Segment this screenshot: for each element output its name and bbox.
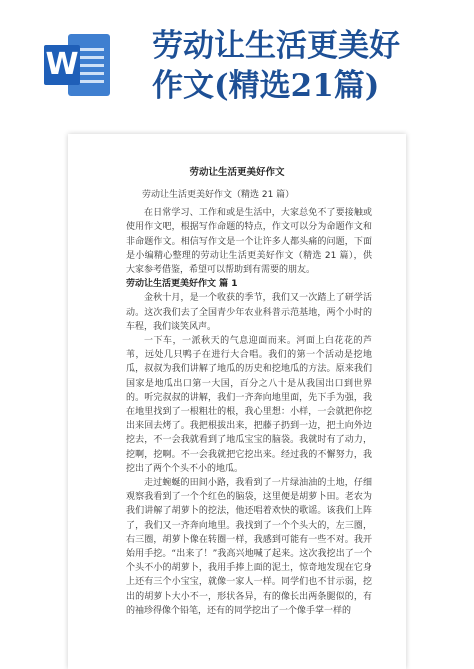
header-banner — [0, 0, 474, 118]
document-body — [126, 188, 372, 618]
body-paragraph: 走过蜿蜒的田间小路，我看到了一片绿油油的土地，仔细观察我看到了一个个红色的脑袋，这里便是胡萝卜田。老农为我们讲解了胡萝卜的挖法，他还唱着欢快的歌谣。该我们上阵了，我们又一齐奔向地里。我找到了一个个头大的，左三圈，右三圈，胡萝卜像在转圈一样，我感到可能有一些不对。我开始用手挖。“出来了！”我高兴地喊了起来。这次我挖出了一个个头不小的胡萝卜，我用手捧上面的泥土，惊奇地发现在它身上还有三个小宝宝，就像一家人一样。同学们也不甘示弱，挖出的胡萝卜大小不一，形状各异，有的像长出两条腿似的，有的袖珍得像个铅笔，还有的同学挖出了一个像手掌一样的 — [126, 478, 372, 616]
body-paragraph: 一下车，一派秋天的气息迎面而来。河面上白花花的芦苇，远处几只鸭子在进行大合唱。我们的第一个活动是挖地瓜，叔叔为我们讲解了地瓜的历史和挖地瓜的方法。原来我们国家是地瓜出口第一大国，百分之八十是从我国出口到世界的。听完叔叔的讲解，我们一齐奔向地里面，先下手为强，我在地里找到了一根粗壮的根，我心里想：小样，一会就把你挖出来回去烤了。我把根拔出来，把藤子扔到一边，把土向外边挖去，不一会我就看到了地瓜宝宝的脑袋。我就时有了动力，挖啊，挖啊。不一会我就把它挖出来。经过我的不懈努力，我挖出了两个个头不小的地瓜。 — [126, 336, 372, 474]
page-title-line-1: 劳动让生活更美好 — [152, 28, 400, 64]
word-document-icon — [44, 34, 110, 96]
section-heading: 劳动让生活更美好作文 篇 1 — [126, 279, 238, 290]
body-paragraph: 金秋十月，是一个收获的季节，我们又一次踏上了研学活动。这次我们去了全国青少年农业科普示范基地，两个小时的车程，我们谈笑风声。 — [126, 293, 372, 332]
document-subtitle: 劳动让生活更美好作文（精选 21 篇） — [142, 190, 295, 200]
document-page — [68, 134, 406, 669]
page-title — [152, 26, 472, 106]
document-title: 劳动让生活更美好作文 — [189, 167, 285, 178]
page-title-line-2: 作文(精选21篇) — [152, 68, 380, 104]
word-icon-letter: W — [44, 45, 80, 85]
intro-paragraph: 在日常学习、工作和或是生活中，大家总免不了要接触或使用作文吧，根据写作命题的特点，作文可以分为命题作文和非命题作文。相信写作文是一个让许多人都头痛的问题，下面是小编精心整理的劳动让生活更美好作文（精选 21 篇），供大家参考借鉴，希望可以帮助到有需要的朋友。 — [126, 208, 372, 276]
